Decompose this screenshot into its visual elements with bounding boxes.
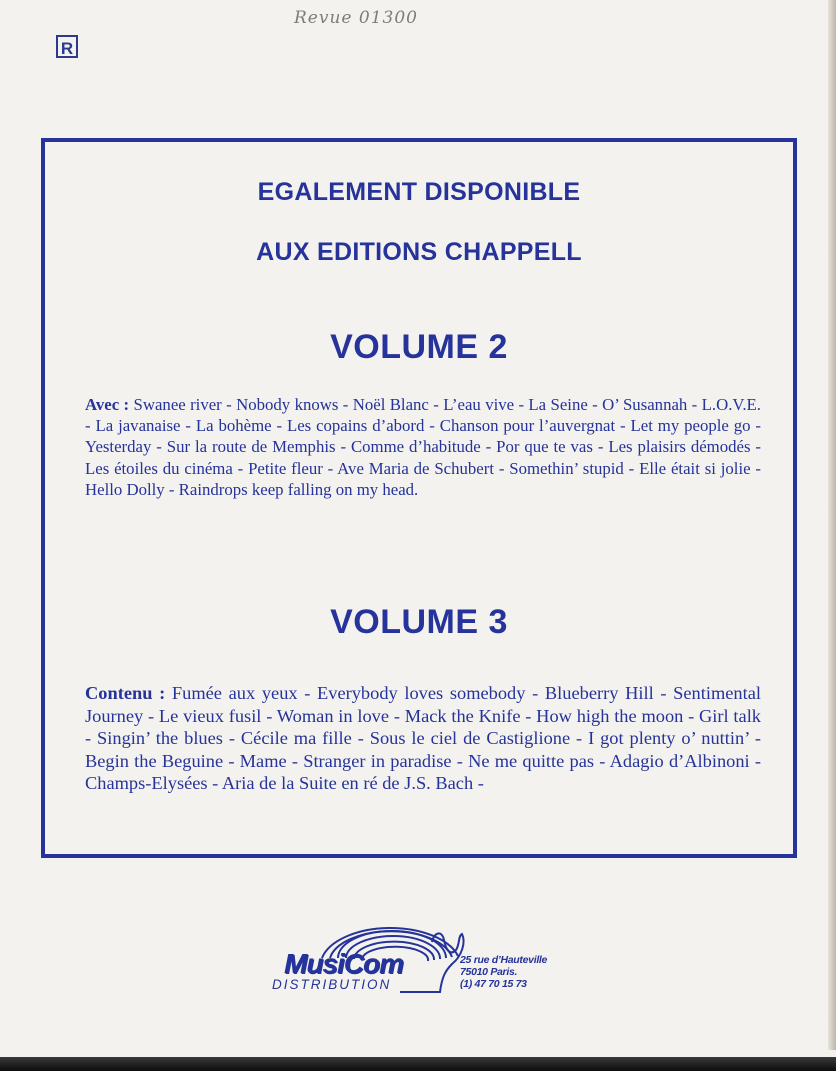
logo-subtitle: DISTRIBUTION	[272, 977, 392, 992]
page-edge-bottom	[0, 1057, 836, 1071]
address-phone: (1) 47 70 15 73	[460, 978, 527, 990]
volume-3-contents	[85, 682, 761, 795]
address-city: 75010 Paris.	[460, 966, 518, 978]
volume-3-title: VOLUME 3	[330, 603, 508, 641]
handwritten-note: Revue 01300	[294, 8, 418, 28]
volume-3-lead: Contenu :	[85, 683, 166, 703]
content-frame	[41, 138, 797, 858]
heading-line-1: EGALEMENT DISPONIBLE	[257, 178, 581, 206]
musicom-logo	[262, 912, 572, 1004]
heading-line-2: AUX EDITIONS CHAPPELL	[256, 238, 582, 266]
address-street: 25 rue d’Hauteville	[460, 954, 548, 966]
volume-3-song-list: Fumée aux yeux - Everybody loves somebody - Blueberry Hill - Sentimental Journey - Le vieux fusil - Woman in love - Mack the Knife - How high the moon - Girl talk - Singin’ the blues - Cécile ma fille - Sous le ciel de Castiglione - I got plenty o’ nuttin’ - Begin the Beguine - Mame - Stranger in paradise - Ne me quitte pas - Adagio d’Albinoni - Champs-Elysées - Aria de la Suite en ré de J.S. Bach -	[85, 683, 761, 793]
volume-2-song-list: Swanee river - Nobody knows - Noël Blanc - L’eau vive - La Seine - O’ Susannah - L.O.V.E. - La javanaise - La bohème - Les copains d’abord - Chanson pour l’auvergnat - Let my people go - Yesterday - Sur la route de Memphis - Comme d’habitude - Por que te vas - Les plaisirs démodés - Les étoiles du cinéma - Petite fleur - Ave Maria de Schubert - Somethin’ stupid - Elle était si jolie - Hello Dolly - Raindrops keep falling on my head.	[85, 395, 762, 499]
logo-address	[460, 954, 547, 990]
logo-name: MusiCom	[284, 948, 403, 979]
volume-2-lead: Avec :	[85, 395, 130, 414]
registered-mark: R	[56, 35, 78, 58]
volume-2-contents	[85, 394, 761, 500]
page-edge-right	[828, 0, 836, 1050]
volume-2-title: VOLUME 2	[330, 328, 508, 366]
